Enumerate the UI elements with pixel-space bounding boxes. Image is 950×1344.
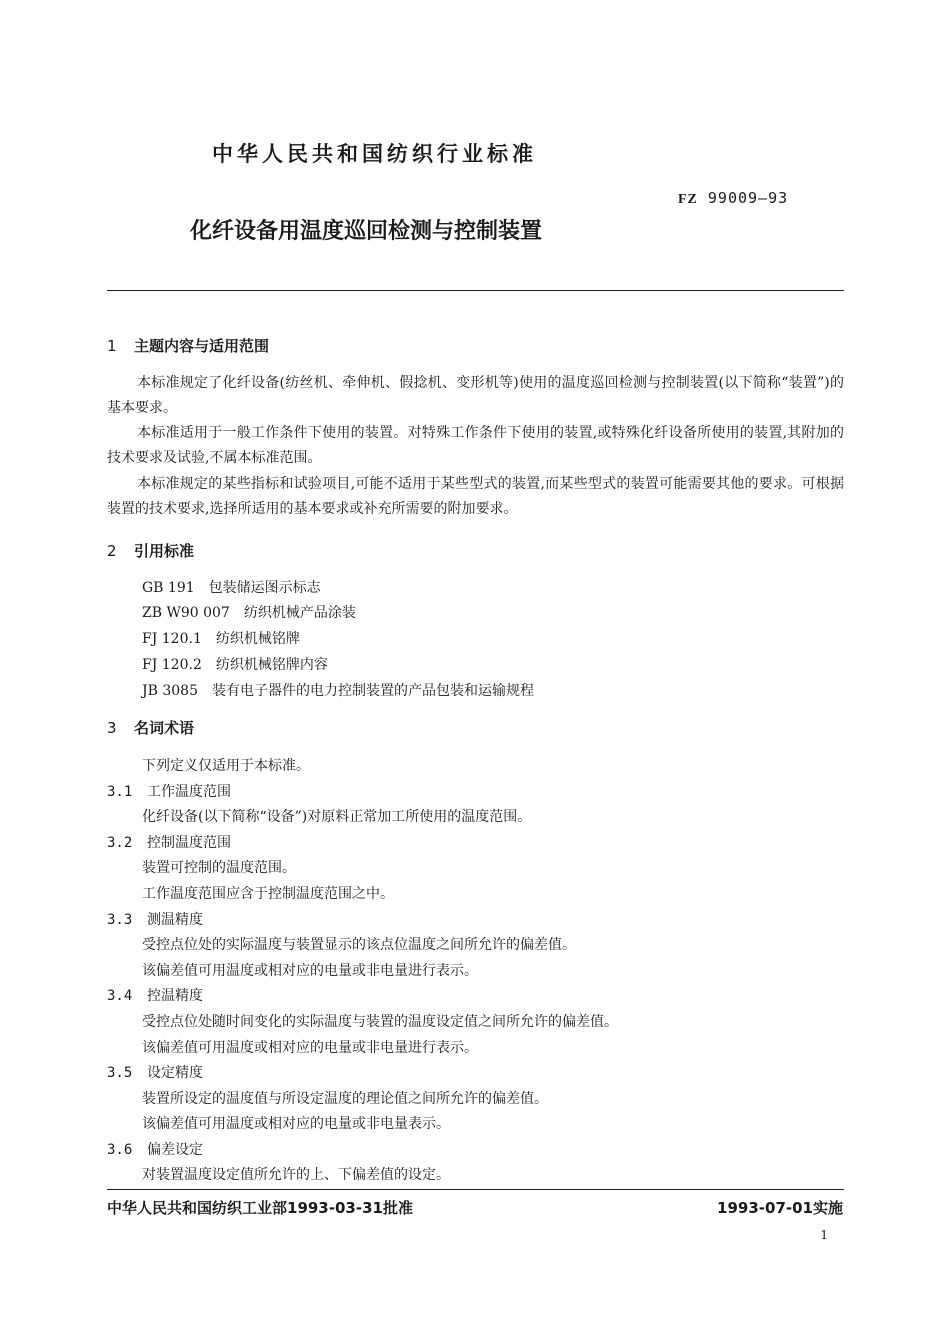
approval-statement: 中华人民共和国纺织工业部1993-03-31批准 (107, 1199, 413, 1217)
document-title: 化纤设备用温度巡回检测与控制装置 (190, 219, 543, 244)
term-definition-line: 该偏差值可用温度或相对应的电量或非电量进行表示。 (142, 1040, 478, 1056)
reference-item (142, 577, 321, 597)
term-heading (107, 1139, 203, 1159)
standard-code (678, 189, 788, 208)
section-1-title: 主题内容与适用范围 (134, 337, 270, 355)
term-number: 3.5 (107, 1065, 133, 1081)
reference-code: GB 191 (142, 580, 195, 596)
term-definition-line: 工作温度范围应含于控制温度范围之中。 (142, 886, 394, 902)
reference-item (142, 680, 534, 700)
reference-item (142, 602, 356, 622)
term-name: 控制温度范围 (147, 835, 231, 851)
reference-code: JB 3085 (142, 683, 198, 699)
term-heading (107, 909, 203, 929)
reference-name: 纺织机械铭牌 (215, 631, 300, 647)
term-number: 3.1 (107, 784, 133, 800)
term-definition-line: 受控点位处的实际温度与装置显示的该点位温度之间所允许的偏差值。 (142, 937, 576, 953)
term-definition-line: 该偏差值可用温度或相对应的电量或非电量表示。 (142, 1116, 450, 1132)
term-number: 3.3 (107, 912, 133, 928)
term-heading (107, 1062, 203, 1082)
term-name: 偏差设定 (147, 1142, 203, 1158)
section-3-title: 名词术语 (134, 719, 195, 737)
reference-name: 纺织机械产品涂装 (243, 605, 356, 621)
term-number: 3.6 (107, 1142, 133, 1158)
section-2-title: 引用标准 (134, 542, 195, 560)
term-definition-line: 该偏差值可用温度或相对应的电量或非电量进行表示。 (142, 963, 478, 979)
section-1-number: 1 (107, 337, 117, 355)
section-3-heading (107, 717, 194, 738)
term-name: 测温精度 (147, 912, 203, 928)
standard-code-number: 99009—93 (707, 189, 789, 207)
term-definition-line: 化纤设备(以下简称“设备”)对原料正常加工所使用的温度范围。 (142, 809, 532, 825)
section-2-number: 2 (107, 542, 117, 560)
reference-name: 装有电子器件的电力控制装置的产品包装和运输规程 (211, 683, 534, 699)
term-definition-line: 受控点位处随时间变化的实际温度与装置的温度设定值之间所允许的偏差值。 (142, 1014, 618, 1030)
reference-name: 包装储运图示标志 (208, 580, 321, 596)
issuing-body-title: 中华人民共和国纺织行业标准 (212, 142, 537, 166)
reference-code: ZB W90 007 (142, 605, 230, 621)
reference-name: 纺织机械铭牌内容 (215, 657, 328, 673)
section-3-number: 3 (107, 719, 117, 737)
term-name: 设定精度 (147, 1065, 203, 1081)
reference-code: FJ 120.1 (142, 631, 202, 647)
term-name: 工作温度范围 (147, 784, 231, 800)
reference-item (142, 654, 328, 674)
term-definition-line: 装置所设定的温度值与所设定温度的理论值之间所允许的偏差值。 (142, 1091, 548, 1107)
term-definition-line: 装置可控制的温度范围。 (142, 860, 296, 876)
section-1-paragraph-2: 本标准适用于一般工作条件下使用的装置。对特殊工作条件下使用的装置,或特殊化纤设备所使用的装置,其附加的技术要求及试验,不属本标准范围。 (107, 425, 844, 466)
page-number: 1 (820, 1228, 828, 1242)
term-number: 3.2 (107, 835, 133, 851)
term-definition-line: 对装置温度设定值所允许的上、下偏差值的设定。 (142, 1167, 450, 1183)
reference-item (142, 628, 300, 648)
standard-code-prefix: FZ (678, 192, 698, 207)
term-heading (107, 985, 203, 1005)
footer-divider (107, 1189, 844, 1190)
term-heading (107, 781, 231, 801)
section-1-paragraph-1: 本标准规定了化纤设备(纺丝机、牵伸机、假捻机、变形机等)使用的温度巡回检测与控制装置(以下简称“装置”)的基本要求。 (107, 375, 844, 416)
term-number: 3.4 (107, 988, 133, 1004)
term-heading (107, 832, 231, 852)
section-1-heading (107, 335, 269, 356)
term-name: 控温精度 (147, 988, 203, 1004)
section-2-heading (107, 540, 194, 561)
section-1-paragraph-3: 本标准规定的某些指标和试验项目,可能不适用于某些型式的装置,而某些型式的装置可能需要其他的要求。可根据装置的技术要求,选择所适用的基本要求或补充所需要的附加要求。 (107, 476, 844, 517)
section-3-intro: 下列定义仅适用于本标准。 (142, 758, 310, 774)
effective-date: 1993-07-01实施 (717, 1199, 843, 1217)
header-divider (107, 290, 844, 291)
reference-code: FJ 120.2 (142, 657, 202, 673)
